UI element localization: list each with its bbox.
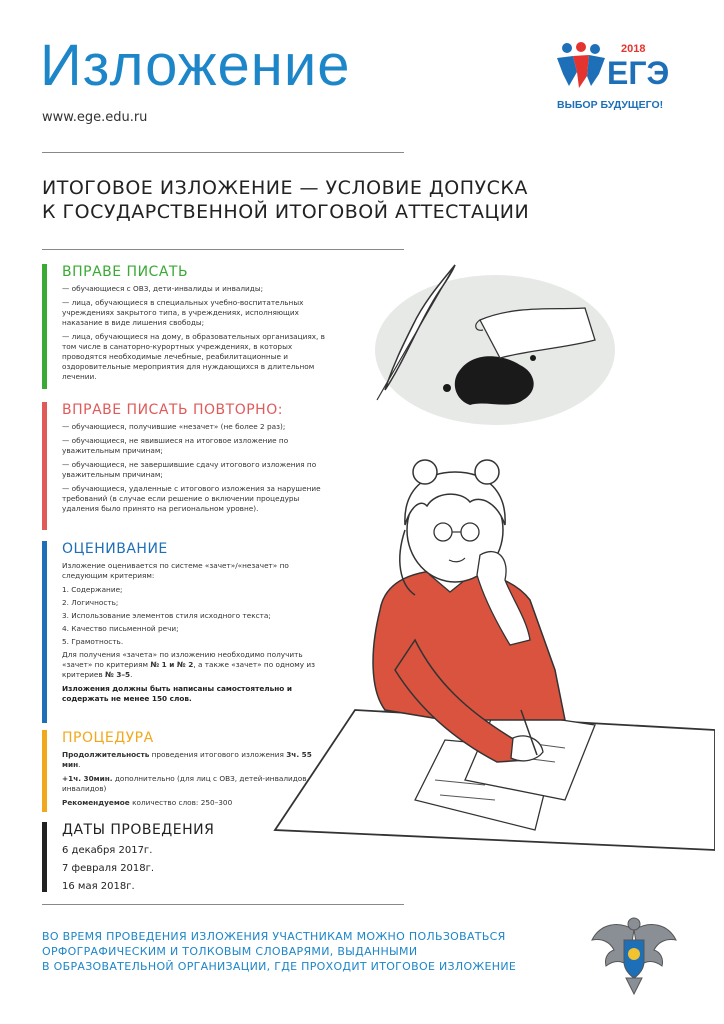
date-item: 16 мая 2018г. — [62, 881, 135, 892]
list-item: — обучающиеся, получившие «незачет» (не более 2 раз); — [62, 422, 286, 431]
criterion-item: 2. Логичность; — [62, 598, 119, 607]
section-color-bar — [42, 822, 47, 892]
note-criteria-a: № 1 и № 2 — [150, 660, 194, 669]
headline-line-2: К ГОСУДАРСТВЕННОЙ ИТОГОВОЙ АТТЕСТАЦИИ — [42, 201, 530, 223]
words-value: 250–300 — [200, 798, 233, 807]
footer-line: В ОБРАЗОВАТЕЛЬНОЙ ОРГАНИЗАЦИИ, ГДЕ ПРОХОДИТ ИТОГОВОЕ ИЗЛОЖЕНИЕ — [42, 960, 517, 973]
sweater — [373, 570, 565, 720]
note-text: Для получения «зачета» по изложению необходимо получить «зачет» по критериям — [62, 650, 303, 669]
criterion-item: 4. Качество письменной речи; — [62, 624, 179, 633]
section-color-bar — [42, 402, 47, 530]
duration-end: . — [78, 760, 81, 769]
words-label: Рекомендуемое — [62, 798, 130, 807]
eagle-emblem-icon — [588, 910, 680, 1000]
footer-notice — [42, 929, 562, 974]
words-text: количество слов: — [129, 798, 201, 807]
criterion-item: 5. Грамотность. — [62, 637, 124, 646]
list-item: — обучающиеся, удаленные с итогового изложения за нарушение требований (в случае если решение о включении процедуры удаления было принято на региональном уровне). — [62, 484, 321, 513]
grading-bold-note: Изложения должны быть написаны самостоятельно и содержать не менее 150 слов. — [62, 684, 292, 703]
note-text: , а также «зачет» по одному из критериев — [62, 660, 315, 679]
website-url[interactable]: www.ege.edu.ru — [42, 110, 148, 125]
list-item: — обучающиеся, не явившиеся на итоговое изложение по уважительным причинам; — [62, 436, 289, 455]
note-criteria-b: № 3–5 — [105, 670, 131, 679]
footer-line: ОРФОГРАФИЧЕСКИМ И ТОЛКОВЫМ СЛОВАРЯМИ, ВЫДАННЫМИ — [42, 945, 418, 958]
headline-line-1: ИТОГОВОЕ ИЗЛОЖЕНИЕ — УСЛОВИЕ ДОПУСКА — [42, 177, 528, 199]
duration-value: 3ч. 55 мин — [62, 750, 312, 769]
footer-line: ВО ВРЕМЯ ПРОВЕДЕНИЯ ИЗЛОЖЕНИЯ УЧАСТНИКАМ МОЖНО ПОЛЬЗОВАТЬСЯ — [42, 930, 506, 943]
section-title: ДАТЫ ПРОВЕДЕНИЯ — [62, 822, 215, 838]
list-item: — обучающиеся с ОВЗ, дети-инвалиды и инвалиды; — [62, 284, 264, 293]
logo-name: ЕГЭ — [607, 55, 670, 91]
criterion-item: 3. Использование элементов стиля исходного текста; — [62, 611, 271, 620]
date-item: 7 февраля 2018г. — [62, 863, 155, 874]
divider — [42, 904, 404, 905]
logo-year: 2018 — [621, 43, 646, 55]
grading-intro: Изложение оценивается по системе «зачет»/«незачет» по следующим критериям: — [62, 561, 289, 580]
section-color-bar — [42, 730, 47, 812]
list-item: — лица, обучающиеся в специальных учебно-воспитательных учреждениях закрытого типа, в учреждениях, исполняющих наказание в виде лишения свободы; — [62, 298, 304, 327]
section-title: ВПРАВЕ ПИСАТЬ ПОВТОРНО: — [62, 402, 283, 418]
duration-text: проведения итогового изложения — [149, 750, 287, 759]
date-item: 6 декабря 2017г. — [62, 845, 153, 856]
student-writing-illustration — [265, 240, 715, 860]
section-title: ПРОЦЕДУРА — [62, 730, 154, 746]
headline — [42, 176, 602, 224]
note-text: . — [130, 670, 133, 679]
ege-logo-icon — [553, 38, 693, 118]
divider — [42, 152, 404, 153]
section-title: ВПРАВЕ ПИСАТЬ — [62, 264, 189, 280]
section-color-bar — [42, 264, 47, 389]
section-title: ОЦЕНИВАНИЕ — [62, 541, 168, 557]
criterion-item: 1. Содержание; — [62, 585, 123, 594]
page-title: Изложение — [40, 33, 351, 98]
extra-value: +1ч. 30мин. — [62, 774, 113, 783]
list-item: — лица, обучающиеся на дому, в образовательных организациях, в том числе в санаторно-курортных учреждениях, в которых проводятся необходимые лечебные, реабилитационные и оздоровительные мероприятия для нуждающихся в длительном лечении. — [62, 332, 325, 381]
extra-text: дополнительно (для лиц с ОВЗ, детей-инвалидов, инвалидов) — [62, 774, 309, 793]
logo-slogan: ВЫБОР БУДУЩЕГО! — [557, 99, 664, 111]
section-color-bar — [42, 541, 47, 723]
duration-label: Продолжительность — [62, 750, 150, 759]
list-item: — обучающиеся, не завершившие сдачу итогового изложения по уважительным причинам; — [62, 460, 317, 479]
